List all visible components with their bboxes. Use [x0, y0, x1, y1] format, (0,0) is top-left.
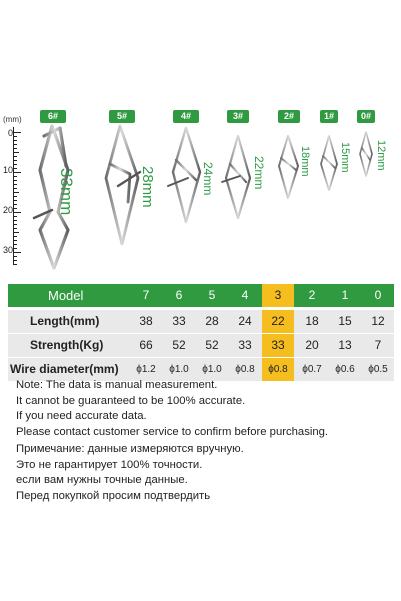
- row-label: Model: [48, 288, 84, 303]
- dim-label-5: 28mm: [139, 166, 156, 208]
- table-cell: 24: [238, 314, 252, 328]
- dim-label-4: 24mm: [201, 162, 215, 196]
- dim-label-1: 15mm: [339, 142, 351, 173]
- table-cell: 52: [205, 338, 219, 352]
- note-line: если вам нужны точные данные.: [16, 474, 188, 486]
- note-line: Примечание: данные измеряются вручную.: [16, 443, 244, 455]
- notes-english: [16, 378, 328, 440]
- size-tag-2: 2#: [278, 110, 300, 123]
- row-label: Length(mm): [30, 314, 100, 328]
- table-cell-highlight: 33: [262, 334, 294, 357]
- row-label: Strength(Kg): [30, 338, 104, 352]
- size-tag-6: 6#: [40, 110, 66, 123]
- table-cell: ϕ1.2: [136, 364, 156, 375]
- size-tag-4: 4#: [173, 110, 199, 123]
- size-tag-1: 1#: [320, 110, 338, 123]
- dim-label-0: 12mm: [375, 140, 387, 171]
- notes-russian: [16, 442, 244, 504]
- size-tag-5: 5#: [109, 110, 135, 123]
- note-line: If you need accurate data.: [16, 410, 147, 422]
- table-cell: 18: [305, 314, 319, 328]
- table-cell: 7: [374, 338, 382, 352]
- size-tag-3: 3#: [227, 110, 249, 123]
- table-cell: 2: [308, 288, 316, 302]
- note-line: Это не гарантирует 100% точности.: [16, 458, 203, 471]
- ruler-label-30: 30: [2, 245, 13, 255]
- table-cell: 13: [338, 338, 352, 352]
- snap-3: [222, 136, 250, 218]
- row-label: Wire diameter(mm): [10, 362, 119, 376]
- table-cell: ϕ1.0: [202, 364, 222, 375]
- note-line: Note: The data is manual measurement.: [16, 379, 218, 391]
- table-cell: 52: [172, 338, 186, 352]
- table-cell: 7: [142, 288, 150, 302]
- size-tag-0: 0#: [357, 110, 375, 123]
- table-cell: 66: [139, 338, 153, 352]
- table-cell: ϕ1.0: [169, 364, 189, 375]
- table-cell: 28: [205, 314, 219, 328]
- note-line: Перед покупкой просим подтвердить: [16, 489, 211, 502]
- table-cell: 4: [241, 288, 249, 302]
- note-line: It cannot be guaranteed to be 100% accurate.: [16, 394, 246, 407]
- snap-0: [360, 132, 372, 176]
- table-row-model: [8, 284, 394, 307]
- table-cell: ϕ0.7: [302, 364, 322, 375]
- table-cell: 0: [374, 288, 382, 302]
- table-cell: 15: [338, 314, 352, 328]
- table-cell-highlight: 3: [262, 284, 294, 307]
- note-line: Please contact customer service to confirm before purchasing.: [16, 425, 329, 438]
- ruler-unit: (mm): [3, 115, 22, 124]
- snap-2: [279, 136, 298, 198]
- table-row-strength: [8, 334, 394, 357]
- table-cell: 12: [371, 314, 385, 328]
- snap-5: [106, 126, 140, 244]
- table-cell: 1: [341, 288, 349, 302]
- ruler-label-20: 20: [2, 205, 13, 215]
- table-cell: ϕ0.6: [335, 364, 355, 375]
- dim-label-6: 33mm: [57, 168, 76, 216]
- dim-label-3: 22mm: [252, 156, 266, 190]
- table-cell: ϕ0.5: [368, 364, 388, 375]
- table-cell-highlight: 22: [262, 310, 294, 333]
- table-cell: 33: [238, 338, 252, 352]
- table-cell: 38: [139, 314, 153, 328]
- ruler-label-0: 0: [7, 128, 13, 138]
- snap-4: [168, 128, 200, 222]
- dim-label-2: 18mm: [299, 146, 311, 177]
- table-cell: 33: [172, 314, 186, 328]
- snap-1: [321, 136, 337, 190]
- table-cell: 20: [305, 338, 319, 352]
- table-row-length: [8, 310, 394, 333]
- table-cell: 5: [208, 288, 216, 302]
- table-cell-highlight: ϕ0.8: [262, 358, 294, 381]
- ruler-label-10: 10: [2, 165, 13, 175]
- table-cell: ϕ0.8: [235, 364, 255, 375]
- table-cell: 6: [175, 288, 183, 302]
